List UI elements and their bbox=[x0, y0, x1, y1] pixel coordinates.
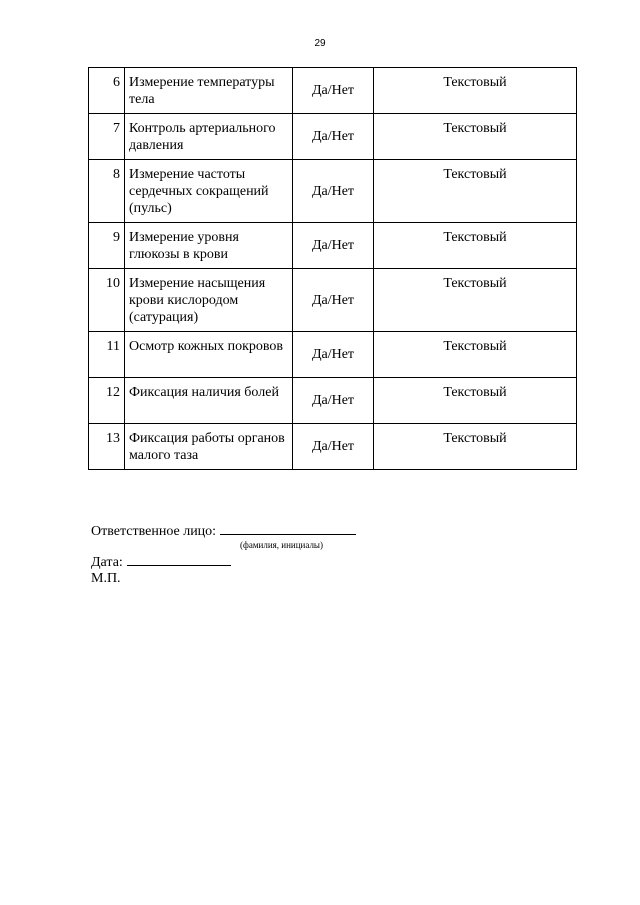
row-name: Фиксация работы органов малого таза bbox=[125, 424, 293, 470]
responsible-hint: (фамилия, инициалы) bbox=[240, 540, 323, 550]
date-line bbox=[91, 552, 231, 571]
row-name: Осмотр кожных покровов bbox=[125, 332, 293, 378]
responsible-label: Ответственное лицо: bbox=[91, 524, 217, 539]
row-yes-no: Да/Нет bbox=[293, 160, 374, 223]
table-row bbox=[89, 160, 577, 223]
row-type: Текстовый bbox=[374, 332, 577, 378]
row-name: Измерение частоты сердечных сокращений (пульс) bbox=[125, 160, 293, 223]
table-row bbox=[89, 223, 577, 269]
table-row bbox=[89, 424, 577, 470]
stamp-label: М.П. bbox=[91, 571, 121, 586]
row-type: Текстовый bbox=[374, 378, 577, 424]
table-row bbox=[89, 378, 577, 424]
row-name: Измерение уровня глюкозы в крови bbox=[125, 223, 293, 269]
row-number: 7 bbox=[89, 114, 125, 160]
table-row bbox=[89, 332, 577, 378]
row-type: Текстовый bbox=[374, 223, 577, 269]
row-number: 10 bbox=[89, 269, 125, 332]
row-name: Фиксация наличия болей bbox=[125, 378, 293, 424]
row-yes-no: Да/Нет bbox=[293, 378, 374, 424]
row-number: 11 bbox=[89, 332, 125, 378]
date-blank-line bbox=[127, 552, 231, 566]
table-row bbox=[89, 269, 577, 332]
row-yes-no: Да/Нет bbox=[293, 424, 374, 470]
table-row bbox=[89, 114, 577, 160]
row-number: 6 bbox=[89, 68, 125, 114]
row-yes-no: Да/Нет bbox=[293, 223, 374, 269]
page-number: 29 bbox=[314, 38, 326, 49]
table-row bbox=[89, 68, 577, 114]
row-yes-no: Да/Нет bbox=[293, 332, 374, 378]
row-yes-no: Да/Нет bbox=[293, 269, 374, 332]
row-number: 12 bbox=[89, 378, 125, 424]
responsible-signature-line bbox=[220, 521, 356, 535]
row-type: Текстовый bbox=[374, 160, 577, 223]
indicators-table bbox=[88, 67, 577, 470]
row-name: Измерение температуры тела bbox=[125, 68, 293, 114]
row-type: Текстовый bbox=[374, 68, 577, 114]
row-type: Текстовый bbox=[374, 114, 577, 160]
row-number: 13 bbox=[89, 424, 125, 470]
row-number: 8 bbox=[89, 160, 125, 223]
row-type: Текстовый bbox=[374, 424, 577, 470]
responsible-person-line bbox=[91, 521, 356, 540]
date-label: Дата: bbox=[91, 555, 123, 570]
row-name: Измерение насыщения крови кислородом (сатурация) bbox=[125, 269, 293, 332]
row-name: Контроль артериального давления bbox=[125, 114, 293, 160]
row-type: Текстовый bbox=[374, 269, 577, 332]
row-number: 9 bbox=[89, 223, 125, 269]
row-yes-no: Да/Нет bbox=[293, 114, 374, 160]
row-yes-no: Да/Нет bbox=[293, 68, 374, 114]
